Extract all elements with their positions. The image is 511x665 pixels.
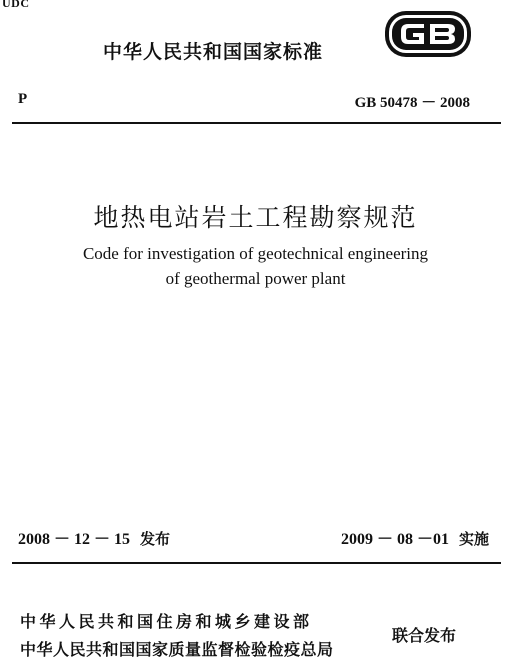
implementation-date: 2009 － 08 －01: [340, 531, 449, 548]
joint-publication-label: 联合发布: [392, 626, 457, 645]
implementation-label: 实施: [458, 530, 489, 548]
top-divider: [12, 122, 501, 124]
gb-logo: [384, 10, 472, 58]
bottom-divider: [12, 562, 501, 564]
issue-date-block: [18, 526, 170, 549]
classification-code: P: [18, 91, 28, 107]
publisher-aqsiq: 中华人民共和国国家质量监督检验检疫总局: [20, 640, 334, 659]
gb-logo-graphic: [384, 10, 472, 58]
issue-date: 2008 － 12 － 15: [18, 531, 131, 548]
issue-label: 发布: [140, 530, 171, 548]
implementation-date-block: [341, 526, 489, 549]
national-standard-heading: 中华人民共和国国家标准: [103, 41, 324, 63]
publisher-ministry: 中华人民共和国住房和城乡建设部: [20, 612, 313, 631]
standard-number: GB 50478 － 2008: [354, 95, 470, 111]
title-english-line1: Code for investigation of geotechnical engineering: [82, 244, 429, 263]
udc-label: UDC: [2, 0, 30, 10]
title-english-line2: of geothermal power plant: [165, 269, 346, 288]
title-chinese: 地热电站岩土工程勘察规范: [93, 203, 418, 232]
